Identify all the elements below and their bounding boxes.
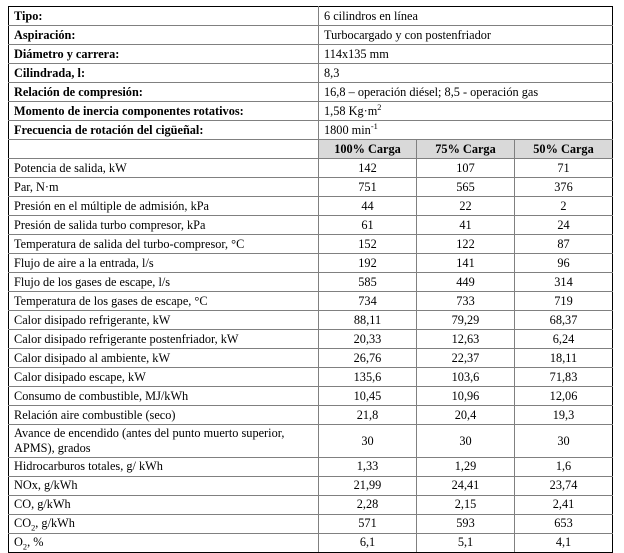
measurement-label: Par, N·m — [9, 178, 319, 197]
spec-row-label: Momento de inercia componentes rotativos: — [9, 102, 319, 121]
table-row — [9, 254, 613, 273]
measurement-label: Temperatura de los gases de escape, °C — [9, 292, 319, 311]
measurement-value: 565 — [417, 178, 515, 197]
measurement-value: 24,41 — [417, 476, 515, 495]
measurement-value: 2,28 — [319, 495, 417, 514]
measurement-label: Presión de salida turbo compresor, kPa — [9, 216, 319, 235]
measurement-label: Calor disipado refrigerante, kW — [9, 311, 319, 330]
spec-row — [9, 26, 613, 45]
table-row — [9, 216, 613, 235]
spec-row — [9, 83, 613, 102]
chemical-subscript: 2 — [22, 542, 28, 552]
load-header-row — [9, 140, 613, 159]
measurement-value: 593 — [417, 514, 515, 533]
spec-row — [9, 64, 613, 83]
table-row — [9, 406, 613, 425]
measurement-value: 19,3 — [515, 406, 613, 425]
measurement-value: 68,37 — [515, 311, 613, 330]
measurement-label: Calor disipado escape, kW — [9, 368, 319, 387]
measurement-value: 12,63 — [417, 330, 515, 349]
table-row — [9, 425, 613, 458]
measurement-value: 733 — [417, 292, 515, 311]
measurement-value: 4,1 — [515, 533, 613, 552]
table-row — [9, 178, 613, 197]
measurement-value: 96 — [515, 254, 613, 273]
measurement-label: NOx, g/kWh — [9, 476, 319, 495]
measurement-value: 734 — [319, 292, 417, 311]
table-row — [9, 476, 613, 495]
measurement-value: 449 — [417, 273, 515, 292]
spec-row-label: Diámetro y carrera: — [9, 45, 319, 64]
measurement-value: 152 — [319, 235, 417, 254]
engine-specification-table — [8, 6, 613, 553]
spec-row — [9, 45, 613, 64]
measurement-value: 2 — [515, 197, 613, 216]
measurement-value: 141 — [417, 254, 515, 273]
measurement-value: 2,41 — [515, 495, 613, 514]
spec-row-label: Relación de compresión: — [9, 83, 319, 102]
unit-exponent: -1 — [370, 121, 378, 131]
measurement-value: 585 — [319, 273, 417, 292]
table-row — [9, 292, 613, 311]
measurement-value: 10,45 — [319, 387, 417, 406]
measurement-value: 122 — [417, 235, 515, 254]
measurement-value: 71,83 — [515, 368, 613, 387]
measurement-value: 30 — [417, 425, 515, 458]
measurement-value: 30 — [515, 425, 613, 458]
measurement-value: 20,4 — [417, 406, 515, 425]
measurement-label: Calor disipado al ambiente, kW — [9, 349, 319, 368]
measurement-value: 6,1 — [319, 533, 417, 552]
spec-row-value: 8,3 — [319, 64, 613, 83]
measurement-value: 41 — [417, 216, 515, 235]
table-row — [9, 273, 613, 292]
measurement-label: Consumo de combustible, MJ/kWh — [9, 387, 319, 406]
measurement-value: 142 — [319, 159, 417, 178]
measurement-value: 719 — [515, 292, 613, 311]
measurement-value: 6,24 — [515, 330, 613, 349]
measurement-value: 22,37 — [417, 349, 515, 368]
table-row — [9, 495, 613, 514]
measurement-value: 44 — [319, 197, 417, 216]
table-row — [9, 159, 613, 178]
table-body — [9, 7, 613, 553]
spec-row-label: Aspiración: — [9, 26, 319, 45]
table-row — [9, 457, 613, 476]
spec-row-value: 1800 $\min^{-1}$ — [319, 121, 613, 140]
measurement-label: Relación aire combustible (seco) — [9, 406, 319, 425]
unit-exponent: 2 — [377, 102, 382, 112]
measurement-value: 12,06 — [515, 387, 613, 406]
chemical-subscript: 2 — [31, 523, 36, 533]
spec-row — [9, 7, 613, 26]
load-header-1: 100% Carga — [319, 140, 417, 159]
measurement-value: 5,1 — [417, 533, 515, 552]
measurement-value: 23,74 — [515, 476, 613, 495]
measurement-value: 10,96 — [417, 387, 515, 406]
table-row — [9, 311, 613, 330]
measurement-value: 1,6 — [515, 457, 613, 476]
spec-row-value: 1,58 $Kg\cdot m^2$ — [319, 102, 613, 121]
spec-row-label: Frecuencia de rotación del cigüeñal: — [9, 121, 319, 140]
load-header-2: 75% Carga — [417, 140, 515, 159]
measurement-value: 192 — [319, 254, 417, 273]
spec-row-value: 6 cilindros en línea — [319, 7, 613, 26]
measurement-label: Flujo de los gases de escape, l/s — [9, 273, 319, 292]
measurement-value: 2,15 — [417, 495, 515, 514]
measurement-label: Potencia de salida, kW — [9, 159, 319, 178]
measurement-label: Flujo de aire a la entrada, l/s — [9, 254, 319, 273]
table-row — [9, 349, 613, 368]
measurement-value: 314 — [515, 273, 613, 292]
measurement-value: 1,33 — [319, 457, 417, 476]
measurement-label: Temperatura de salida del turbo-compresor, °C — [9, 235, 319, 254]
measurement-value: 26,76 — [319, 349, 417, 368]
measurement-value: 653 — [515, 514, 613, 533]
measurement-value: 376 — [515, 178, 613, 197]
spec-row-value: 114x135 mm — [319, 45, 613, 64]
table-row — [9, 197, 613, 216]
spec-row-value: 16,8 – operación diésel; 8,5 - operación gas — [319, 83, 613, 102]
spec-row — [9, 121, 613, 140]
table-row — [9, 387, 613, 406]
measurement-value: 1,29 — [417, 457, 515, 476]
table-row — [9, 514, 613, 533]
table-row — [9, 368, 613, 387]
measurement-value: 24 — [515, 216, 613, 235]
table-row — [9, 330, 613, 349]
measurement-label: Hidrocarburos totales, g/ kWh — [9, 457, 319, 476]
measurement-value: 88,11 — [319, 311, 417, 330]
spec-row — [9, 102, 613, 121]
table-row — [9, 533, 613, 552]
measurement-value: 22 — [417, 197, 515, 216]
load-header-blank-cell — [9, 140, 319, 159]
measurement-value: 135,6 — [319, 368, 417, 387]
measurement-value: 571 — [319, 514, 417, 533]
measurement-value: 30 — [319, 425, 417, 458]
spec-row-label: Tipo: — [9, 7, 319, 26]
measurement-value: 61 — [319, 216, 417, 235]
measurement-value: 21,99 — [319, 476, 417, 495]
spec-row-label: Cilindrada, l: — [9, 64, 319, 83]
measurement-value: 103,6 — [417, 368, 515, 387]
measurement-label: Avance de encendido (antes del punto muerto superior, APMS), grados — [9, 425, 319, 458]
measurement-value: 87 — [515, 235, 613, 254]
measurement-value: 21,8 — [319, 406, 417, 425]
measurement-value: 18,11 — [515, 349, 613, 368]
spec-row-value: Turbocargado y con postenfriador — [319, 26, 613, 45]
measurement-label: Calor disipado refrigerante postenfriador, kW — [9, 330, 319, 349]
measurement-value: 79,29 — [417, 311, 515, 330]
measurement-value: 20,33 — [319, 330, 417, 349]
measurement-value: 751 — [319, 178, 417, 197]
measurement-label: Presión en el múltiple de admisión, kPa — [9, 197, 319, 216]
measurement-value: 107 — [417, 159, 515, 178]
measurement-label: $O_2$, % — [9, 533, 319, 552]
measurement-value: 71 — [515, 159, 613, 178]
table-row — [9, 235, 613, 254]
measurement-label: $CO_2$, g/kWh — [9, 514, 319, 533]
measurement-label: CO, g/kWh — [9, 495, 319, 514]
load-header-3: 50% Carga — [515, 140, 613, 159]
